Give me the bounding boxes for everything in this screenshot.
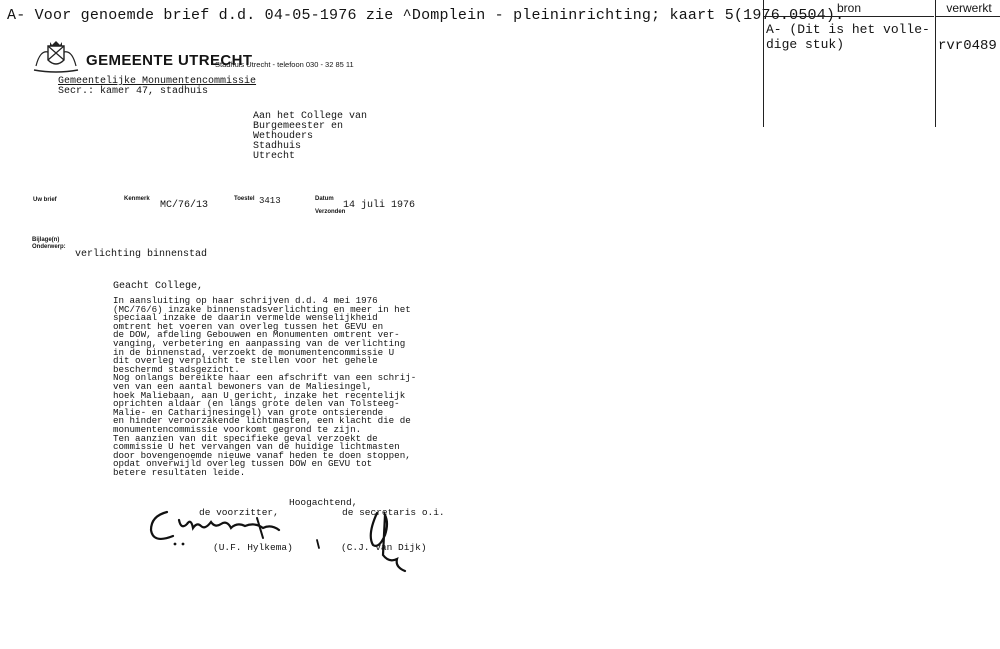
chair-name: (U.F. Hylkema)	[213, 542, 293, 553]
toestel-label: Toestel	[234, 196, 255, 202]
onderwerp-label: Onderwerp:	[32, 244, 66, 250]
secretary-role: de secretaris o.i.	[342, 507, 445, 518]
kenmerk-value: MC/76/13	[160, 200, 209, 211]
addressee-block: Aan het College van Burgemeester en Wethouders Stadhuis Utrecht	[253, 111, 368, 162]
commission-name: Gemeentelijke Monumentencommissie	[58, 76, 257, 87]
city-coat-of-arms-icon	[32, 40, 80, 74]
column-header-bron: bron	[764, 0, 934, 17]
bron-cell: A- (Dit is het volle- dige stuk)	[766, 22, 930, 52]
organization-address: Stadhuis Utrecht - telefoon 030 - 32 85 11	[215, 60, 354, 69]
archive-index-table	[763, 0, 1000, 127]
uw-brief-label: Uw brief	[33, 197, 57, 203]
salutation: Geacht College,	[113, 281, 204, 292]
onderwerp-value: verlichting binnenstad	[75, 249, 208, 260]
verzonden-label: Verzonden	[315, 209, 346, 215]
letter-body: In aansluiting op haar schrijven d.d. 4 mei 1976 (MC/76/6) inzake binnenstadsverlichting en meer in het speciaal inzake de daarin vermelde wenselijkheid omtrent het voeren van overleg tussen het GEVU en de DOW, afdeling Gebouwen en Monumenten omtrent ver- vanging, verbetering en aanpassing van de verlichting in de binnenstad, verzoekt de monumentencommissie U dit overleg verplicht te stellen voor het gehele beschermd stadsgezicht. Nog onlangs bereikte haar een afschrift van een schrij- ven van een aantal bewoners van de Maliesingel, hoek Maliebaan, aan U gericht, inzake het recentelijk oprichten aldaar (en langs grote delen van Tolsteeg- Malie- en Catharijnesingel) van grote ontsierende en hinder veroorzakende lichtmasten, een klacht die de monumentencommissie voorkomt gegrond te zijn. Ten aanzien van dit specifieke geval verzoekt de commissie U het vervangen van de huidige lichtmasten door bovengenoemde nieuwe vanaf heden te doen stoppen, opdat onverwijld overleg tussen DOW en GEVU tot betere resultaten leide.	[113, 295, 417, 478]
archive-header-note: A- Voor genoemde brief d.d. 04-05-1976 zie ^Domplein - pleininrichting; kaart 5(1976.0504).	[7, 7, 845, 24]
secretary-signature-icon	[355, 505, 425, 575]
toestel-value: 3413	[259, 196, 281, 206]
kenmerk-label: Kenmerk	[124, 196, 150, 202]
secretary-name: (C.J. van Dijk)	[341, 542, 427, 553]
closing: Hoogachtend,	[289, 497, 358, 508]
chair-role: de voorzitter,	[199, 507, 279, 518]
datum-label: Datum	[315, 196, 334, 202]
column-header-verwerkt: verwerkt	[935, 0, 1000, 17]
bijlage-label: Bijlage(n)	[32, 237, 60, 243]
column-divider	[935, 16, 936, 127]
verwerkt-code: rvr0489	[938, 38, 997, 54]
datum-value: 14 juli 1976	[343, 200, 416, 211]
secretariat-room: Secr.: kamer 47, stadhuis	[58, 86, 209, 97]
organization-name: GEMEENTE UTRECHT	[86, 52, 253, 69]
